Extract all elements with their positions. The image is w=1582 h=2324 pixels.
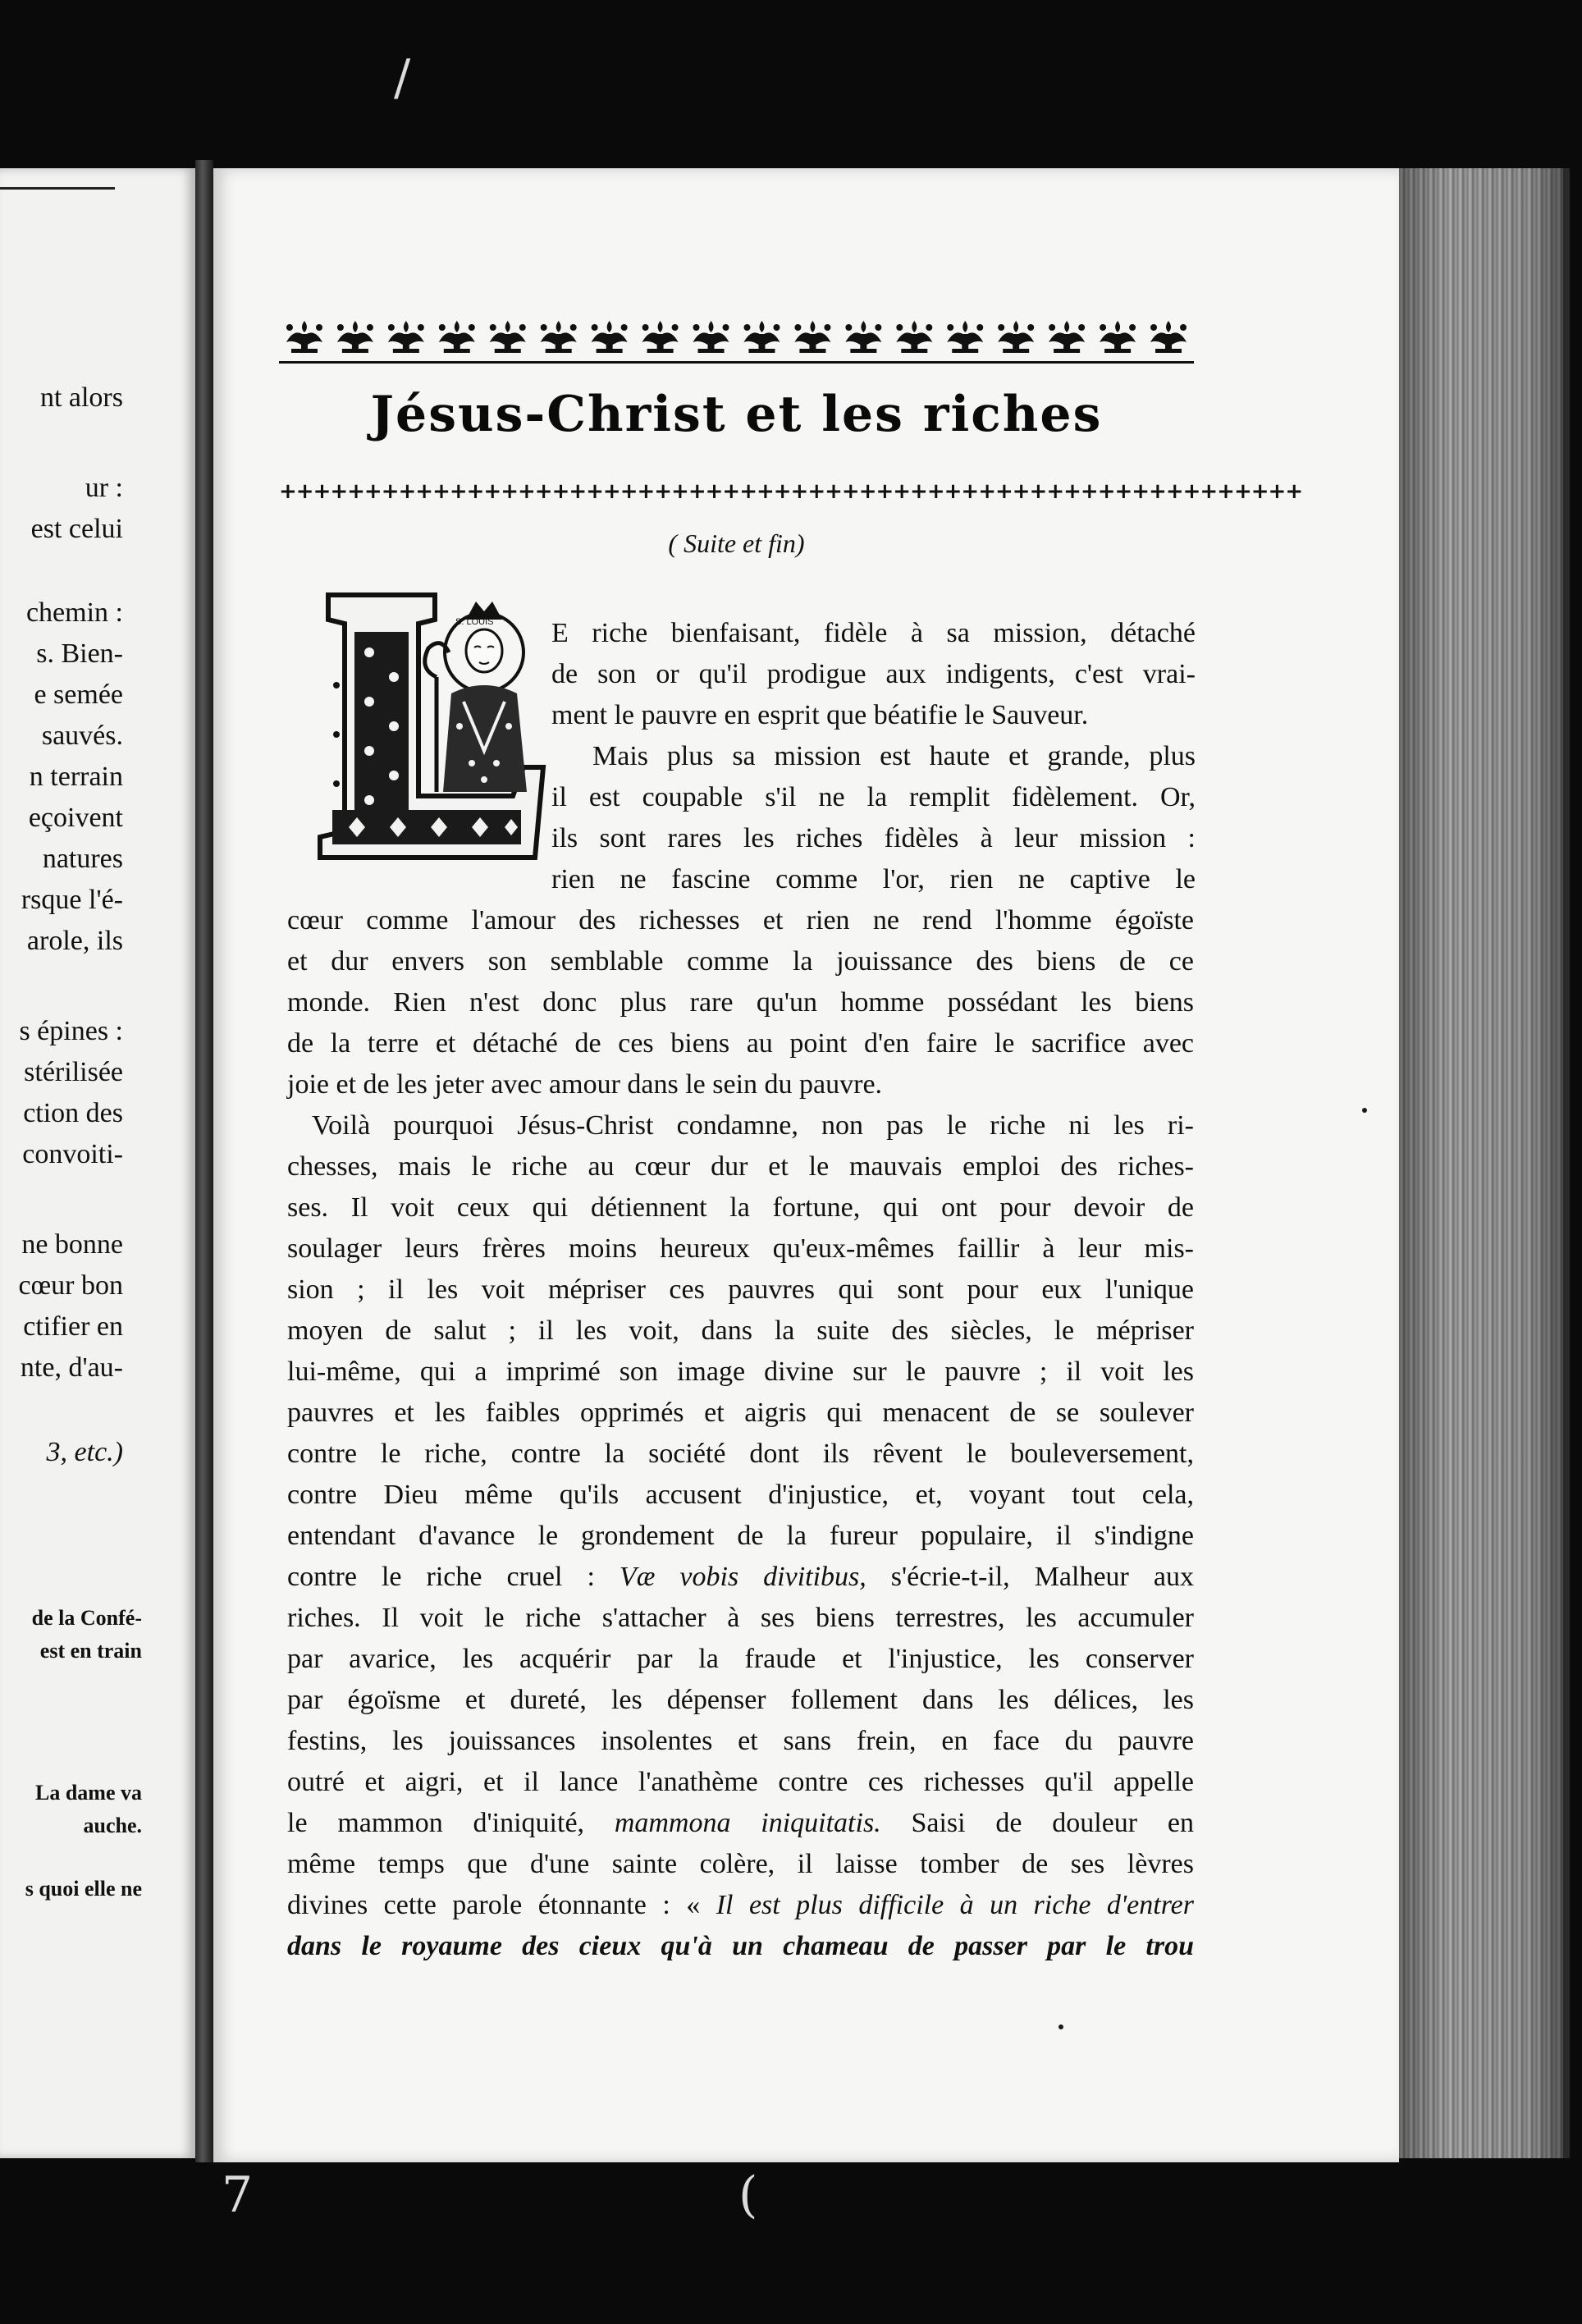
text-segment: le mammon d'iniquité, xyxy=(287,1808,615,1838)
fleuron-ornament xyxy=(693,321,729,353)
paragraph-line: Voilà pourquoi Jésus-Christ condamne, non pas le riche ni les ri- xyxy=(312,1110,1194,1141)
scan-mark: 7 xyxy=(222,2166,254,2224)
paragraph-line: monde. Rien n'est donc plus rare qu'un homme possédant les biens xyxy=(287,987,1194,1018)
article-subtitle: ( Suite et fin) xyxy=(668,528,805,558)
paragraph-line: pauvres et les faibles opprimés et aigris qui menacent de se soulever xyxy=(287,1398,1194,1428)
text-segment: s'écrie-t-il, Malheur aux xyxy=(866,1562,1194,1592)
left-page-line: chemin : xyxy=(25,597,123,628)
left-page-small-line: de la Confé- xyxy=(31,1606,142,1630)
left-page-line: ur : xyxy=(85,473,123,503)
illuminated-initial-l xyxy=(312,587,546,862)
fleuron-ornament xyxy=(337,321,373,353)
left-page-rule xyxy=(0,187,115,190)
fleuron-ornament xyxy=(439,321,475,353)
fleuron-ornament xyxy=(1049,321,1085,353)
paragraph-line: ils sont rares les riches fidèles à leur mission : xyxy=(551,823,1196,853)
paragraph-line: Mais plus sa mission est haute et grande, plus xyxy=(592,741,1196,771)
italic-phrase: Væ vobis divitibus, xyxy=(619,1562,866,1592)
fleuron-ornament xyxy=(998,321,1034,353)
quote-continuation-line: dans le royaume des cieux qu'à un chameau de passer par le trou xyxy=(287,1931,1194,1961)
left-page-small-line: La dame va xyxy=(35,1781,142,1805)
scan-dot xyxy=(1362,1108,1367,1113)
paragraph-line: et dur envers son semblable comme la jouissance des biens de ce xyxy=(287,946,1194,977)
latin-line xyxy=(287,1557,1194,1598)
paragraph-line: soulager leurs frères moins heureux qu'eux-mêmes faillir à leur mis- xyxy=(287,1233,1194,1264)
page-edges-shadow xyxy=(1399,168,1563,2158)
left-page-small-line: est en train xyxy=(39,1639,142,1663)
fleuron-ornament xyxy=(490,321,526,353)
fleuron-ornament xyxy=(896,321,932,353)
left-page-line: s épines : xyxy=(19,1016,123,1046)
italic-phrase: Il est plus difficile à un riche d'entrer xyxy=(716,1890,1194,1920)
cross-rule: ++++++++++++++++++++++++++++++++++++++++++++++++++++++++++++ xyxy=(279,479,1303,504)
ornament-rule xyxy=(279,361,1194,364)
left-page-line: ction des xyxy=(23,1098,123,1128)
fleuron-ornament xyxy=(642,321,679,353)
left-page-line: stérilisée xyxy=(24,1057,123,1087)
fleuron-ornament xyxy=(592,321,628,353)
article-title: Jésus-Christ et les riches xyxy=(370,386,1103,443)
left-page-line: rsque l'é- xyxy=(21,885,123,915)
left-page-small-line: s quoi elle ne xyxy=(25,1877,142,1901)
fleuron-ornament xyxy=(743,321,780,353)
initial-scroll-text: S. LOUIS xyxy=(455,617,494,627)
fleuron-ornament xyxy=(947,321,983,353)
left-page-line: nt alors xyxy=(39,382,123,413)
fleuron-ornament xyxy=(1100,321,1136,353)
left-page-line: arole, ils xyxy=(26,926,123,956)
left-page-line: n terrain xyxy=(29,762,123,792)
left-page-line: sauvés. xyxy=(41,721,123,751)
paragraph-line: festins, les jouissances insolentes et sans frein, en face du pauvre xyxy=(287,1726,1194,1756)
paragraph-line: il est coupable s'il ne la remplit fidèlement. Or, xyxy=(551,782,1196,812)
scan-mark: / xyxy=(394,49,411,107)
text-segment: contre le riche cruel : xyxy=(287,1562,620,1592)
paragraph-line: outré et aigri, et il lance l'anathème contre ces richesses qu'il appelle xyxy=(287,1767,1194,1797)
paragraph-line: sion ; il les voit mépriser ces pauvres qui sont pour eux l'unique xyxy=(287,1274,1194,1305)
paragraph-line: joie et de les jeter avec amour dans le sein du pauvre. xyxy=(287,1069,883,1100)
left-page-line: natures xyxy=(42,844,123,874)
fleuron-ornament xyxy=(845,321,881,353)
left-page-line: e semée xyxy=(34,679,123,710)
left-page-italic-line: 3, etc.) xyxy=(46,1437,123,1467)
paragraph-line: contre le riche, contre la société dont ils rêvent le bouleversement, xyxy=(287,1439,1194,1469)
left-page-small-line: auche. xyxy=(83,1814,142,1837)
fleuron-ornament xyxy=(388,321,424,353)
left-page-line: ne bonne xyxy=(21,1229,123,1260)
book-gutter xyxy=(195,160,213,2162)
fleuron-ornament xyxy=(794,321,830,353)
paragraph-line: par avarice, les acquérir par la fraude et l'injustice, les conserver xyxy=(287,1644,1194,1674)
mammon-line xyxy=(287,1803,1194,1844)
paragraph-line: rien ne fascine comme l'or, rien ne captive le xyxy=(551,864,1196,894)
left-page-line: convoiti- xyxy=(22,1139,123,1169)
paragraph-line: E riche bienfaisant, fidèle à sa mission, détaché xyxy=(551,618,1196,648)
paragraph-line: de la terre et détaché de ces biens au point d'en faire le sacrifice avec xyxy=(287,1028,1194,1059)
scan-mark: ( xyxy=(738,2166,758,2224)
paragraph-line: ment le pauvre en esprit que béatifie le Sauveur. xyxy=(551,700,1089,730)
fleuron-ornament xyxy=(286,321,322,353)
left-page-line: cœur bon xyxy=(18,1270,123,1301)
fleuron-ornament xyxy=(541,321,577,353)
paragraph-line: par égoïsme et dureté, les dépenser follement dans les délices, les xyxy=(287,1685,1194,1715)
fleuron-ornament xyxy=(1150,321,1186,353)
paragraph-line: riches. Il voit le riche s'attacher à ses biens terrestres, les accumuler xyxy=(287,1603,1194,1633)
ornament-band xyxy=(279,316,1194,357)
paragraph-line: entendant d'avance le grondement de la fureur populaire, il s'indigne xyxy=(287,1521,1194,1551)
scan-dot xyxy=(1058,2024,1063,2029)
paragraph-line: cœur comme l'amour des richesses et rien ne rend l'homme égoïste xyxy=(287,905,1194,936)
paragraph-line: lui-même, qui a imprimé son image divine sur le pauvre ; il voit les xyxy=(287,1356,1194,1387)
left-page-line: est celui xyxy=(30,514,123,544)
paragraph-line: chesses, mais le riche au cœur dur et le mauvais emploi des riches- xyxy=(287,1151,1194,1182)
left-page-line: eçoivent xyxy=(28,803,123,833)
paragraph-line: ses. Il voit ceux qui détiennent la fortune, qui ont pour devoir de xyxy=(287,1192,1194,1223)
paragraph-line: moyen de salut ; il les voit, dans la suite des siècles, le mépriser xyxy=(287,1315,1194,1346)
left-page-line: ctifier en xyxy=(23,1311,123,1342)
paragraph-line: contre Dieu même qu'ils accusent d'injustice, et, voyant tout cela, xyxy=(287,1480,1194,1510)
left-page-line: nte, d'au- xyxy=(20,1352,123,1383)
text-segment: Saisi de douleur en xyxy=(880,1808,1194,1838)
left-page-text xyxy=(0,0,195,2324)
paragraph-line: même temps que d'une sainte colère, il laisse tomber de ses lèvres xyxy=(287,1849,1194,1879)
text-segment: divines cette parole étonnante : « xyxy=(287,1890,716,1920)
left-page-line: s. Bien- xyxy=(36,638,123,669)
paragraph-line: de son or qu'il prodigue aux indigents, c'est vrai- xyxy=(551,659,1196,689)
quote-line xyxy=(287,1885,1194,1926)
italic-phrase: mammona iniquitatis. xyxy=(614,1808,881,1838)
